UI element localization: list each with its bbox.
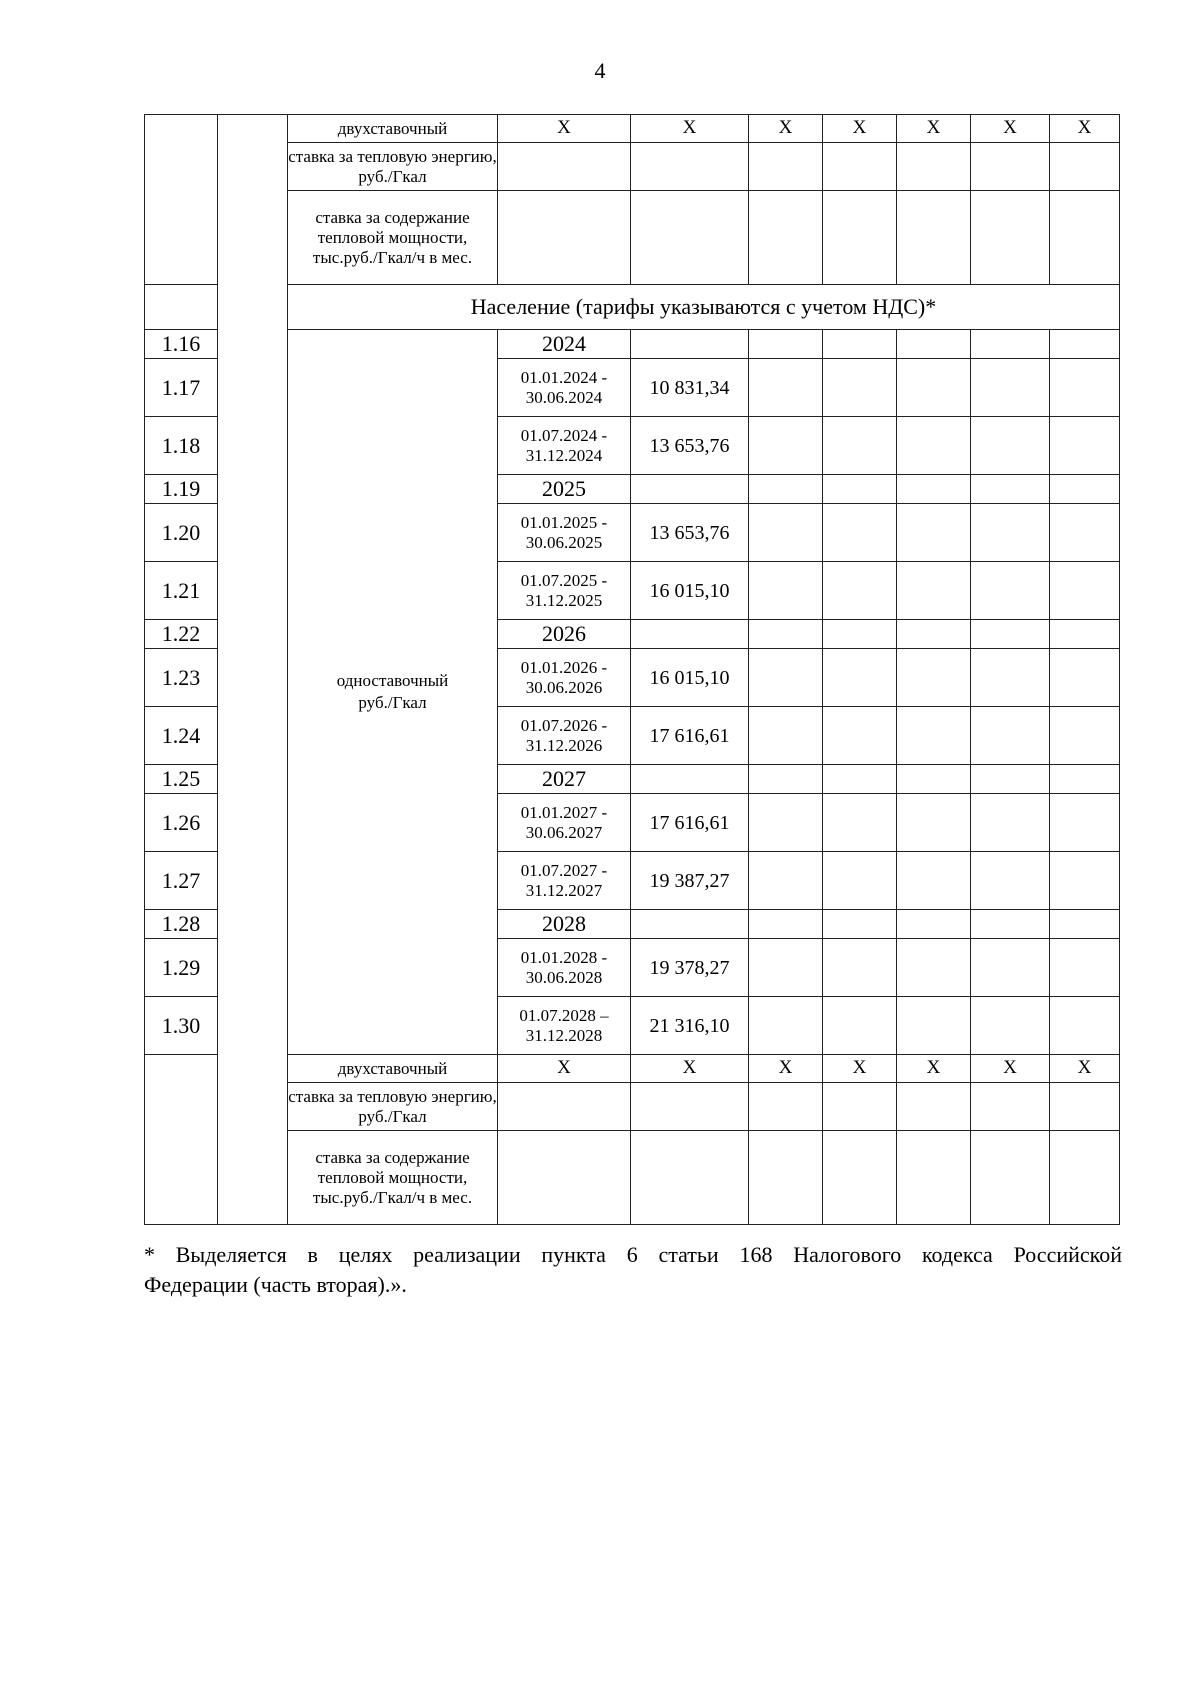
empty-cell: [749, 852, 823, 910]
period-cell: 01.07.2027 - 31.12.2027: [498, 852, 631, 910]
empty-cell: [823, 191, 897, 285]
empty-cell: [631, 191, 749, 285]
period-cell: 01.07.2026 - 31.12.2026: [498, 707, 631, 765]
period-cell: 01.01.2026 - 30.06.2026: [498, 649, 631, 707]
empty-cell: [897, 794, 971, 852]
empty-cell: [971, 910, 1050, 939]
empty-cell: [897, 359, 971, 417]
bottom-x-mark: Х: [971, 1055, 1050, 1083]
empty-cell: [823, 794, 897, 852]
empty-cell: [1050, 504, 1120, 562]
bottom-x-mark: Х: [897, 1055, 971, 1083]
footnote-line-2: Федерации (часть вторая).».: [144, 1272, 407, 1297]
empty-cell: [971, 330, 1050, 359]
empty-cell: [971, 852, 1050, 910]
empty-cell: [823, 765, 897, 794]
empty-cell: [897, 620, 971, 649]
bottom-x-mark: Х: [1050, 1055, 1120, 1083]
empty-cell: [1050, 997, 1120, 1055]
row-number: 1.29: [145, 939, 218, 997]
empty-cell: [749, 143, 823, 191]
empty-cell: [897, 765, 971, 794]
empty-cell: [823, 852, 897, 910]
empty-cell: [971, 475, 1050, 504]
section-header: Население (тарифы указываются с учетом НДС)*: [288, 285, 1120, 330]
row-number: 1.16: [145, 330, 218, 359]
empty-cell: [897, 330, 971, 359]
bottom-x-mark: Х: [749, 1055, 823, 1083]
empty-cell: [971, 939, 1050, 997]
empty-cell: [1050, 910, 1120, 939]
top-x-mark: Х: [823, 115, 897, 143]
table-row: [145, 143, 1120, 191]
empty-cell: [631, 620, 749, 649]
empty-cell: [749, 504, 823, 562]
bottom-x-mark: Х: [498, 1055, 631, 1083]
tariff-value-cell: 17 616,61: [631, 794, 749, 852]
table-row: [145, 1131, 1120, 1225]
footnote-line-1: * Выделяется в целях реализации пункта 6 статьи 168 Налогового кодекса Российской: [144, 1242, 1122, 1267]
empty-cell: [823, 939, 897, 997]
empty-cell: [749, 620, 823, 649]
empty-cell: [498, 191, 631, 285]
bottom-heat-rate-label: ставка за тепловую энергию, руб./Гкал: [288, 1083, 498, 1131]
table-row: [145, 1083, 1120, 1131]
top-x-mark: Х: [749, 115, 823, 143]
single-rate-label: [288, 330, 498, 1055]
row-number: 1.19: [145, 475, 218, 504]
empty-cell: [631, 330, 749, 359]
empty-cell: [823, 359, 897, 417]
empty-cell: [749, 359, 823, 417]
empty-cell: [823, 417, 897, 475]
empty-cell: [1050, 794, 1120, 852]
empty-cell: [749, 997, 823, 1055]
empty-cell: [971, 1131, 1050, 1225]
period-cell: 01.01.2028 - 30.06.2028: [498, 939, 631, 997]
empty-cell: [631, 1083, 749, 1131]
empty-cell: [823, 475, 897, 504]
empty-cell: [897, 417, 971, 475]
empty-cell: [971, 997, 1050, 1055]
empty-cell: [498, 1083, 631, 1131]
bottom-x-mark: Х: [823, 1055, 897, 1083]
row-number: 1.28: [145, 910, 218, 939]
empty-cell: [971, 794, 1050, 852]
empty-cell: [971, 359, 1050, 417]
tariff-value-cell: 19 378,27: [631, 939, 749, 997]
empty-cell: [749, 330, 823, 359]
group-cell-empty: [218, 115, 288, 1225]
empty-cell: [1050, 562, 1120, 620]
empty-cell: [971, 562, 1050, 620]
tariff-value-cell: 16 015,10: [631, 562, 749, 620]
empty-cell: [897, 649, 971, 707]
empty-cell: [823, 143, 897, 191]
empty-cell: [971, 707, 1050, 765]
empty-cell: [897, 910, 971, 939]
empty-cell: [823, 997, 897, 1055]
single-rate-line1: одноставочный: [336, 671, 449, 690]
num-cell-empty: [145, 1055, 218, 1225]
num-cell-empty: [145, 285, 218, 330]
single-rate-line2: руб./Гкал: [358, 693, 427, 712]
tariff-value-cell: 19 387,27: [631, 852, 749, 910]
empty-cell: [897, 939, 971, 997]
empty-cell: [631, 910, 749, 939]
empty-cell: [897, 852, 971, 910]
empty-cell: [1050, 359, 1120, 417]
num-cell-empty: [145, 115, 218, 285]
empty-cell: [971, 417, 1050, 475]
empty-cell: [749, 794, 823, 852]
empty-cell: [897, 143, 971, 191]
empty-cell: [1050, 475, 1120, 504]
row-number: 1.22: [145, 620, 218, 649]
table-row: [145, 191, 1120, 285]
tariff-value-cell: 16 015,10: [631, 649, 749, 707]
year-cell: 2024: [498, 330, 631, 359]
empty-cell: [631, 143, 749, 191]
empty-cell: [1050, 939, 1120, 997]
empty-cell: [1050, 417, 1120, 475]
empty-cell: [971, 620, 1050, 649]
row-number: 1.21: [145, 562, 218, 620]
row-number: 1.25: [145, 765, 218, 794]
top-heat-rate-label: ставка за тепловую энергию, руб./Гкал: [288, 143, 498, 191]
empty-cell: [897, 191, 971, 285]
period-cell: 01.07.2028 – 31.12.2028: [498, 997, 631, 1055]
empty-cell: [823, 1131, 897, 1225]
row-number: 1.24: [145, 707, 218, 765]
empty-cell: [749, 562, 823, 620]
tariff-value-cell: 17 616,61: [631, 707, 749, 765]
empty-cell: [897, 562, 971, 620]
empty-cell: [971, 765, 1050, 794]
empty-cell: [897, 997, 971, 1055]
top-capacity-rate-label: ставка за содержание тепловой мощности, тыс.руб./Гкал/ч в мес.: [288, 191, 498, 285]
period-cell: 01.01.2027 - 30.06.2027: [498, 794, 631, 852]
empty-cell: [897, 504, 971, 562]
empty-cell: [749, 475, 823, 504]
empty-cell: [749, 191, 823, 285]
empty-cell: [498, 1131, 631, 1225]
empty-cell: [1050, 330, 1120, 359]
table-row: [145, 285, 1120, 330]
empty-cell: [897, 1131, 971, 1225]
top-x-mark: Х: [1050, 115, 1120, 143]
empty-cell: [971, 191, 1050, 285]
empty-cell: [498, 143, 631, 191]
bottom-capacity-rate-label: ставка за содержание тепловой мощности, тыс.руб./Гкал/ч в мес.: [288, 1131, 498, 1225]
year-cell: 2026: [498, 620, 631, 649]
empty-cell: [823, 1083, 897, 1131]
row-number: 1.26: [145, 794, 218, 852]
tariff-value-cell: 13 653,76: [631, 417, 749, 475]
top-x-mark: Х: [971, 115, 1050, 143]
period-cell: 01.07.2024 - 31.12.2024: [498, 417, 631, 475]
empty-cell: [971, 504, 1050, 562]
empty-cell: [823, 562, 897, 620]
empty-cell: [823, 330, 897, 359]
tariff-table: [144, 114, 1120, 1225]
top-two-part-label: двухставочный: [288, 115, 498, 143]
empty-cell: [749, 707, 823, 765]
top-x-mark: Х: [498, 115, 631, 143]
empty-cell: [823, 620, 897, 649]
empty-cell: [897, 475, 971, 504]
year-cell: 2028: [498, 910, 631, 939]
empty-cell: [631, 1131, 749, 1225]
table-row: [145, 115, 1120, 143]
empty-cell: [1050, 191, 1120, 285]
empty-cell: [971, 1083, 1050, 1131]
empty-cell: [823, 504, 897, 562]
empty-cell: [897, 707, 971, 765]
year-cell: 2025: [498, 475, 631, 504]
empty-cell: [749, 417, 823, 475]
bottom-two-part-label: двухставочный: [288, 1055, 498, 1083]
empty-cell: [631, 765, 749, 794]
empty-cell: [749, 765, 823, 794]
empty-cell: [749, 649, 823, 707]
empty-cell: [1050, 620, 1120, 649]
bottom-x-mark: Х: [631, 1055, 749, 1083]
row-number: 1.18: [145, 417, 218, 475]
empty-cell: [631, 475, 749, 504]
empty-cell: [1050, 765, 1120, 794]
empty-cell: [1050, 707, 1120, 765]
row-number: 1.23: [145, 649, 218, 707]
year-cell: 2027: [498, 765, 631, 794]
empty-cell: [1050, 1083, 1120, 1131]
empty-cell: [971, 143, 1050, 191]
empty-cell: [749, 1083, 823, 1131]
row-number: 1.30: [145, 997, 218, 1055]
period-cell: 01.01.2024 - 30.06.2024: [498, 359, 631, 417]
empty-cell: [823, 649, 897, 707]
tariff-value-cell: 10 831,34: [631, 359, 749, 417]
period-cell: 01.01.2025 - 30.06.2025: [498, 504, 631, 562]
tariff-value-cell: 21 316,10: [631, 997, 749, 1055]
empty-cell: [823, 910, 897, 939]
period-cell: 01.07.2025 - 31.12.2025: [498, 562, 631, 620]
tariff-value-cell: 13 653,76: [631, 504, 749, 562]
empty-cell: [1050, 1131, 1120, 1225]
footnote: [144, 1240, 1122, 1300]
row-number: 1.17: [145, 359, 218, 417]
empty-cell: [1050, 649, 1120, 707]
table-row: [145, 330, 1120, 359]
empty-cell: [1050, 143, 1120, 191]
top-x-mark: Х: [897, 115, 971, 143]
empty-cell: [897, 1083, 971, 1131]
row-number: 1.20: [145, 504, 218, 562]
empty-cell: [749, 939, 823, 997]
page-number: 4: [594, 58, 606, 83]
row-number: 1.27: [145, 852, 218, 910]
top-x-mark: Х: [631, 115, 749, 143]
empty-cell: [749, 1131, 823, 1225]
empty-cell: [823, 707, 897, 765]
empty-cell: [1050, 852, 1120, 910]
table-row: [145, 1055, 1120, 1083]
empty-cell: [749, 910, 823, 939]
empty-cell: [971, 649, 1050, 707]
